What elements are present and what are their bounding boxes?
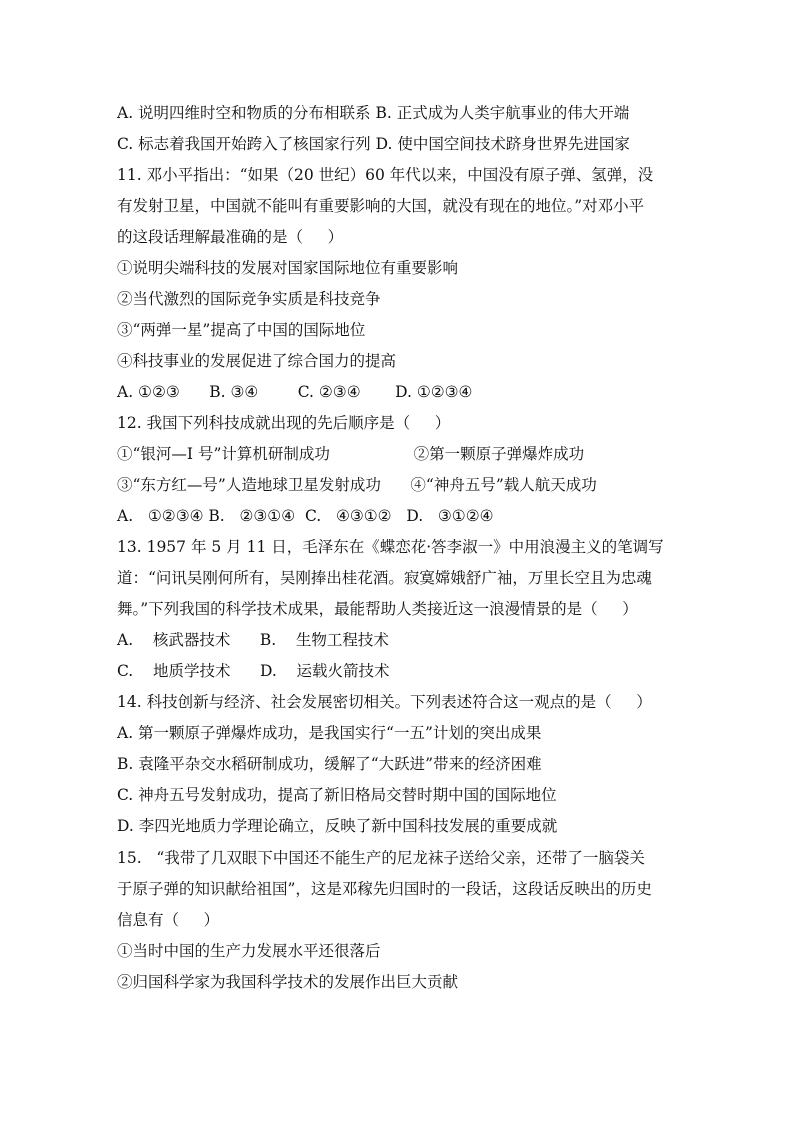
q14-option-a: A. 第一颗原子弹爆炸成功，是我国实行“一五”计划的突出成果 bbox=[117, 724, 542, 742]
q12-options: A. ①②③④ B. ②③①④ C. ④③①② D. ③①②④ bbox=[117, 507, 494, 525]
q14-option-c: C. 神舟五号发射成功，提高了新旧格局交替时期中国的国际地位 bbox=[117, 786, 557, 804]
q15-statement-2: ②归国科学家为我国科学技术的发展作出巨大贡献 bbox=[117, 973, 459, 991]
q12-items-3-4: ③“东方红—号”人造地球卫星发射成功 ④“神舟五号”载人航天成功 bbox=[117, 476, 597, 494]
q11-statement-2: ②当代激烈的国际竞争实质是科技竞争 bbox=[117, 290, 381, 308]
q11-options: A. ①②③ B. ③④ C. ②③④ D. ①②③④ bbox=[117, 383, 473, 401]
q14-option-b: B. 袁隆平杂交水稻研制成功，缓解了“大跃进”带来的经济困难 bbox=[117, 755, 542, 773]
q11-stem-line-1: 11. 邓小平指出：“如果（20 世纪）60 年代以来，中国没有原子弹、氢弹，没 bbox=[117, 166, 654, 184]
q15-statement-1: ①当时中国的生产力发展水平还很落后 bbox=[117, 942, 381, 960]
q14-stem: 14. 科技创新与经济、社会发展密切相关。下列表述符合这一观点的是（ ） bbox=[117, 693, 652, 711]
q15-stem-line-2: 于原子弹的知识献给祖国”，这是邓稼先归国时的一段话，这段话反映出的历史 bbox=[117, 880, 652, 898]
q13-options-cd: C. 地质学技术 D. 运载火箭技术 bbox=[117, 662, 390, 680]
q15-stem-line-1: 15. “我带了几双眼下中国还不能生产的尼龙袜子送给父亲，还带了一脑袋关 bbox=[117, 849, 645, 867]
q11-statement-3: ③“两弹一星”提高了中国的国际地位 bbox=[117, 321, 366, 339]
q10-option-ab: A. 说明四维时空和物质的分布相联系 B. 正式成为人类宇航事业的伟大开端 bbox=[117, 104, 630, 122]
q12-stem: 12. 我国下列科技成就出现的先后顺序是（ ） bbox=[117, 414, 451, 432]
q11-stem-line-2: 有发射卫星，中国就不能叫有重要影响的大国，就没有现在的地位。”对邓小平 bbox=[117, 197, 645, 215]
q11-statement-1: ①说明尖端科技的发展对国家国际地位有重要影响 bbox=[117, 259, 459, 277]
q10-option-cd: C. 标志着我国开始跨入了核国家行列 D. 使中国空间技术跻身世界先进国家 bbox=[117, 135, 630, 153]
q13-stem-line-3: 舞。”下列我国的科学技术成果，最能帮助人类接近这一浪漫情景的是（ ） bbox=[117, 600, 638, 618]
q13-stem-line-2: 道：“问讯吴刚何所有，吴刚捧出桂花酒。寂寞嫦娥舒广袖，万里长空且为忠魂 bbox=[117, 569, 652, 587]
q11-stem-line-3: 的这段话理解最准确的是（ ） bbox=[117, 228, 344, 246]
q14-option-d: D. 李四光地质力学理论确立，反映了新中国科技发展的重要成就 bbox=[117, 817, 558, 835]
q13-options-ab: A. 核武器技术 B. 生物工程技术 bbox=[117, 631, 389, 649]
q11-statement-4: ④科技事业的发展促进了综合国力的提高 bbox=[117, 352, 397, 370]
q12-items-1-2: ①“银河—I 号”计算机研制成功 ②第一颗原子弹爆炸成功 bbox=[117, 445, 585, 463]
q13-stem-line-1: 13. 1957 年 5 月 11 日，毛泽东在《蝶恋花·答李淑一》中用浪漫主义的笔调写 bbox=[117, 538, 664, 556]
q15-stem-line-3: 信息有（ ） bbox=[117, 911, 220, 929]
